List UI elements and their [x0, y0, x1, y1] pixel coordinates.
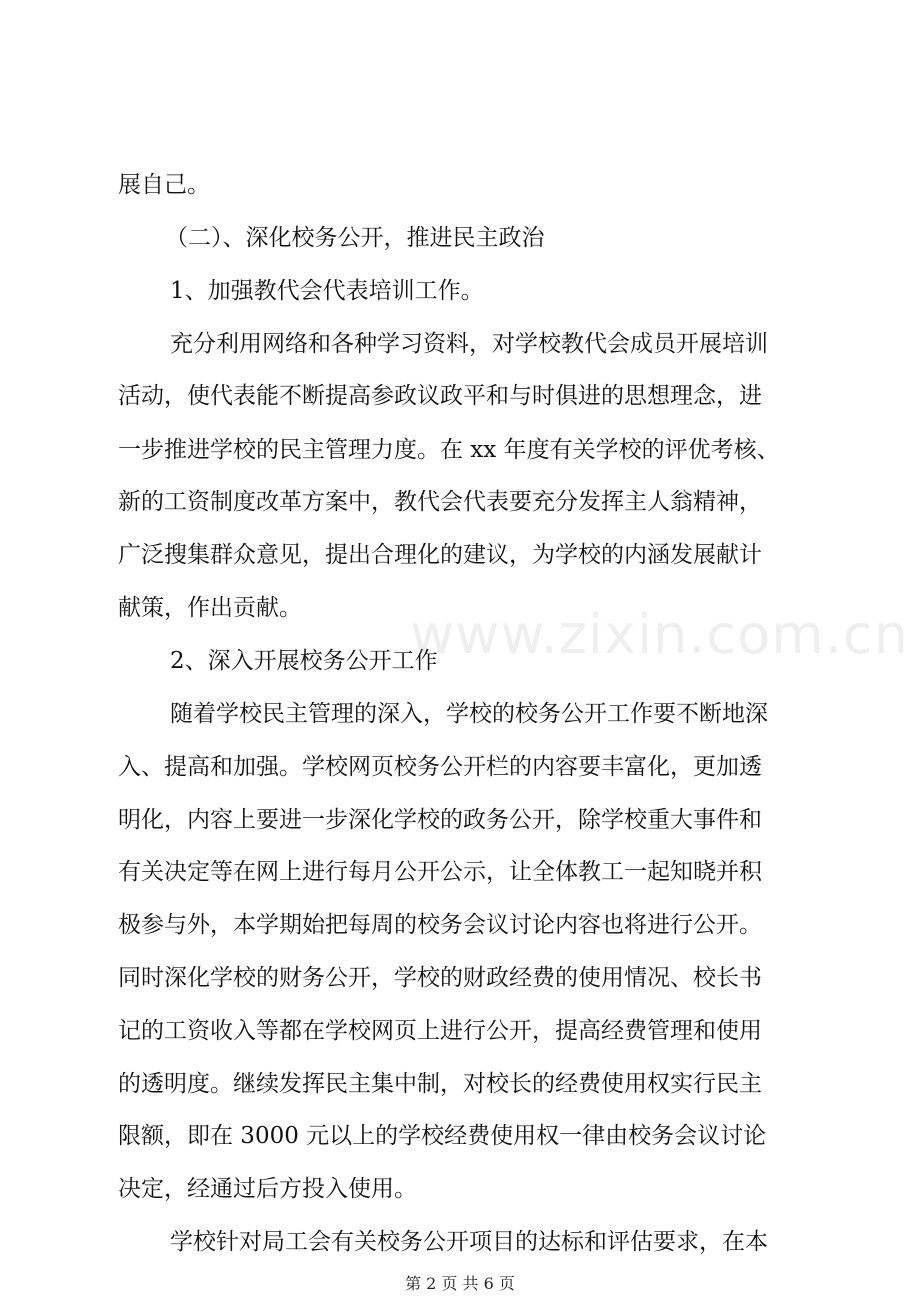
subsection-heading-2: 2、深入开展校务公开工作	[170, 648, 438, 674]
section-heading: （二）、深化校务公开，推进民主政治	[165, 225, 545, 251]
text-line-15: 极参与外，本学期始把每周的校务会议讨论内容也将进行公开。	[118, 912, 762, 938]
text-line-11: 随着学校民主管理的深入，学校的校务公开工作要不断地深	[170, 701, 768, 727]
text-line-21: 学校针对局工会有关校务公开项目的达标和评估要求，在本	[170, 1229, 768, 1255]
subsection-heading-1: 1、加强教代会代表培训工作。	[170, 278, 484, 304]
text-line-6: 一步推进学校的民主管理力度。在 xx 年度有关学校的评优考核、	[118, 437, 780, 463]
text-line-1: 展自己。	[118, 172, 210, 198]
page-footer: 第 2 页 共 6 页	[405, 1274, 515, 1293]
text-line-4: 充分利用网络和各种学习资料，对学校教代会成员开展培训	[170, 331, 768, 357]
text-line-12: 入、提高和加强。学校网页校务公开栏的内容要丰富化，更加透	[118, 754, 762, 780]
text-line-17: 记的工资收入等都在学校网页上进行公开，提高经费管理和使用	[118, 1018, 762, 1044]
text-line-5: 活动，使代表能不断提高参政议政平和与时俱进的思想理念，进	[118, 383, 762, 409]
text-line-7: 新的工资制度改革方案中，教代会代表要充分发挥主人翁精神，	[118, 489, 762, 515]
text-line-13: 明化，内容上要进一步深化学校的政务公开，除学校重大事件和	[118, 807, 762, 833]
text-line-8: 广泛搜集群众意见，提出合理化的建议，为学校的内涵发展献计	[118, 542, 762, 568]
text-line-9: 献策，作出贡献。	[118, 595, 302, 621]
text-line-19: 限额，即在 3000 元以上的学校经费使用权一律由校务会议讨论	[118, 1123, 767, 1149]
text-line-18: 的透明度。继续发挥民主集中制，对校长的经费使用权实行民主	[118, 1071, 762, 1097]
text-line-16: 同时深化学校的财务公开，学校的财政经费的使用情况、校长书	[118, 965, 762, 991]
text-line-14: 有关决定等在网上进行每月公开公示，让全体教工一起知晓并积	[118, 859, 762, 885]
text-line-20: 决定，经通过后方投入使用。	[118, 1176, 417, 1202]
watermark: www.zixin.com.cn	[410, 603, 909, 666]
